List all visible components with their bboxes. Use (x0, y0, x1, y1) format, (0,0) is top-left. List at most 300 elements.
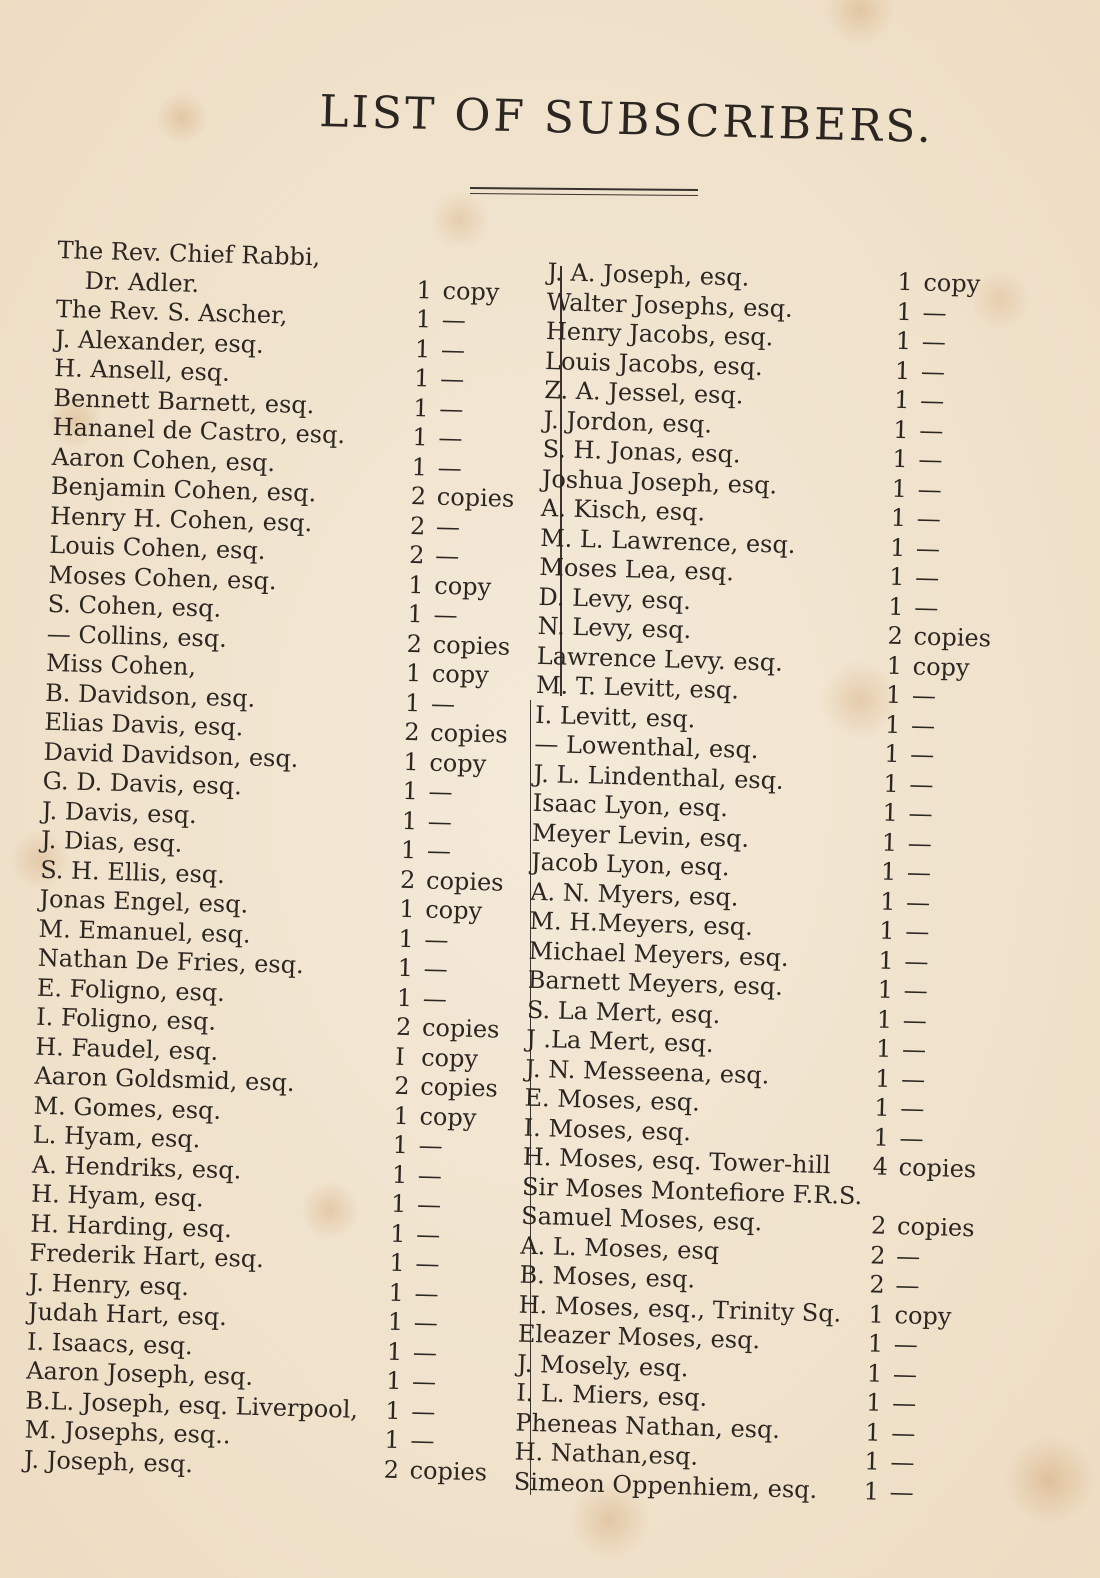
copies-number: 1 (412, 422, 429, 452)
copies-count (872, 1182, 899, 1212)
subscriber-name: A. Hendriks, esq. (31, 1150, 242, 1184)
copies-unit: — (413, 1308, 439, 1338)
subscriber-name: Z. A. Jessel, esq. (543, 375, 744, 410)
copies-number: 1 (386, 1337, 403, 1366)
copies-unit: — (426, 836, 452, 866)
subscriber-name: H. Hyam, esq. (30, 1179, 205, 1213)
copies-unit: copy (442, 276, 500, 306)
copies-number: 1 (384, 1396, 402, 1425)
copies-unit: — (423, 954, 449, 984)
copies-count (872, 1152, 976, 1184)
copies-number: 1 (398, 894, 416, 924)
copies-count (888, 592, 939, 623)
copies-count (411, 452, 462, 483)
subscriber-name: Isaac Lyon, esq. (532, 788, 729, 823)
copies-number: 1 (867, 1329, 884, 1358)
copies-number: 1 (891, 474, 908, 503)
copies-count (392, 1160, 443, 1191)
subscriber-name: Barnett Meyers, esq. (527, 965, 784, 1001)
subscriber-name: M. Josephs, esq.. (24, 1415, 231, 1450)
copies-number: 1 (404, 688, 421, 717)
subscriber-name: Louis Cohen, esq. (48, 530, 266, 565)
copies-number: 1 (865, 1388, 882, 1417)
copies-count (408, 570, 492, 602)
copies-unit: — (890, 1448, 915, 1477)
copies-number: 2 (410, 481, 427, 511)
copies-count (881, 828, 932, 859)
subscriber-name: I. Moses, esq. (523, 1113, 692, 1146)
copies-number: 2 (869, 1240, 886, 1270)
copies-unit: copies (913, 622, 992, 653)
copies-count (402, 777, 453, 808)
subscriber-name: Frederik Hart, esq. (29, 1238, 265, 1274)
copies-unit: — (891, 1389, 917, 1418)
copies-number: 2 (403, 717, 420, 747)
subscriber-name: H. Ansell, esq. (53, 353, 231, 387)
subscriber-name: Michael Meyers, esq. (528, 936, 790, 972)
copies-number: 2 (394, 1071, 411, 1101)
copies-unit: — (437, 453, 463, 482)
copies-unit: — (438, 394, 464, 423)
subscriber-name: Miss Cohen, (45, 648, 197, 682)
copies-unit: — (907, 828, 933, 858)
copies-number: 2 (887, 621, 904, 651)
copies-number: 1 (385, 1366, 402, 1396)
copies-count (878, 946, 929, 977)
copies-number: 2 (383, 1455, 400, 1484)
copies-unit: — (435, 512, 461, 541)
subscriber-name: B. Davidson, esq. (44, 678, 256, 713)
copies-number: 1 (874, 1063, 891, 1093)
copies-count (397, 954, 448, 985)
copies-unit: copies (409, 1455, 488, 1486)
subscriber-name: S. Cohen, esq. (47, 589, 222, 623)
subscriber-name: Pheneas Nathan, esq. (515, 1408, 781, 1444)
copies-unit: — (909, 769, 934, 799)
copies-unit: copies (436, 482, 515, 513)
copies-number: 1 (405, 658, 422, 688)
copies-count (895, 327, 946, 358)
copies-number: 1 (393, 1101, 410, 1130)
copies-number: 1 (888, 592, 905, 621)
copies-number: 1 (883, 769, 900, 798)
copies-unit: — (903, 976, 929, 1005)
copies-number: 2 (408, 540, 425, 570)
copies-number: 1 (882, 798, 899, 827)
copies-count (891, 474, 942, 505)
copies-count (415, 305, 466, 336)
subscriber-name: Joshua Joseph, esq. (541, 464, 778, 499)
copies-count (870, 1241, 921, 1272)
copies-number (417, 268, 435, 269)
copies-unit: — (422, 983, 448, 1013)
copies-number: 1 (880, 857, 897, 886)
copies-count (882, 799, 933, 830)
copies-number: 1 (392, 1130, 409, 1160)
copies-count (879, 917, 930, 948)
copies-count (389, 1249, 440, 1280)
copies-number: 1 (389, 1248, 406, 1278)
copies-unit: — (410, 1396, 436, 1426)
copies-number: 1 (864, 1417, 882, 1447)
copies-number: 1 (896, 297, 913, 326)
copies-count (890, 504, 941, 535)
copies-unit: copies (421, 1013, 500, 1044)
copies-unit: — (414, 1278, 440, 1308)
copies-count (417, 246, 444, 276)
subscriber-name: J. Jordon, esq. (543, 405, 713, 439)
copies-number: 1 (874, 1093, 891, 1122)
copies-number: 1 (873, 1122, 890, 1152)
copies-unit: — (920, 356, 946, 386)
subscriber-name: Henry Jacobs, esq. (545, 316, 774, 352)
copies-count (867, 1329, 918, 1360)
subscriber-name: M. L. Lawrence, esq. (539, 523, 796, 559)
copies-number: 1 (414, 334, 431, 363)
subscriber-name: Simeon Oppenhiem, esq. (513, 1467, 818, 1504)
copies-count (886, 651, 970, 683)
copies-number: 1 (886, 651, 903, 680)
copies-count (895, 356, 946, 387)
copies-unit: — (895, 1241, 921, 1271)
copies-number: 4 (872, 1152, 889, 1181)
copies-count (410, 482, 514, 514)
subscriber-name: I. L. Miers, esq. (515, 1378, 708, 1412)
copies-count (387, 1337, 438, 1368)
subscriber-name: Hananel de Castro, esq. (52, 412, 346, 450)
copies-unit: — (900, 1064, 926, 1094)
copies-unit: — (440, 335, 466, 364)
subscriber-name: M. Gomes, esq. (33, 1091, 222, 1125)
copies-number: 1 (892, 415, 910, 444)
copies-number: 1 (868, 1299, 885, 1329)
copies-unit: — (441, 305, 467, 335)
subscriber-name: The Rev. Chief Rabbi, (57, 236, 321, 272)
subscriber-name: The Rev. S. Ascher, (55, 294, 288, 330)
subscriber-name: Jonas Engel, esq. (39, 884, 249, 919)
subscriber-name: M. Emanuel, esq. (38, 914, 251, 949)
copies-count (393, 1101, 477, 1133)
copies-count (889, 563, 940, 594)
copies-number: 1 (876, 1004, 893, 1034)
copies-number: 2 (409, 511, 426, 540)
title-rule-lower (470, 193, 698, 196)
copies-count (890, 533, 941, 564)
copies-unit: copy (420, 1042, 479, 1073)
copies-unit: — (914, 563, 940, 593)
copies-unit: copy (419, 1101, 477, 1132)
copies-number: 1 (889, 533, 906, 562)
copies-count (892, 445, 943, 476)
copies-unit: copy (923, 268, 981, 299)
copies-unit: — (439, 364, 465, 394)
copies-count (386, 1367, 437, 1398)
copies-count (896, 297, 947, 328)
copies-unit: — (415, 1219, 441, 1249)
subscriber-name: Aaron Joseph, esq. (25, 1356, 254, 1391)
copies-number: 1 (864, 1447, 881, 1476)
subscriber-name: J. N. Messeena, esq. (524, 1054, 770, 1089)
subscriber-name: J. L. Lindenthal, esq. (533, 759, 785, 795)
subscriber-name: Elias Davis, esq. (44, 707, 244, 742)
copies-unit: — (904, 917, 930, 946)
copies-count (383, 1455, 487, 1487)
copies-number: 1 (883, 739, 900, 769)
copies-unit: — (411, 1367, 437, 1396)
copies-number: 1 (390, 1189, 407, 1219)
copies-number: 2 (406, 629, 423, 658)
subscriber-name: Judah Hart, esq. (27, 1297, 228, 1332)
copies-number: 1 (387, 1307, 404, 1337)
subscriber-name: Meyer Levin, esq. (531, 818, 750, 853)
copies-count (865, 1418, 916, 1449)
copies-unit: — (909, 740, 935, 769)
copies-unit: — (902, 1005, 928, 1035)
subscriber-name: E. Foligno, esq. (36, 973, 226, 1007)
subscriber-name: M. H.Meyers, esq. (529, 906, 754, 941)
subscriber-name: Sir Moses Montefiore F.R.S. (521, 1172, 863, 1210)
copies-count (394, 1072, 498, 1104)
subscriber-name: Henry H. Cohen, esq. (49, 501, 313, 537)
copies-number: I (394, 1042, 406, 1071)
copies-count (880, 887, 931, 918)
copies-count (867, 1359, 918, 1390)
copies-unit: — (905, 887, 931, 917)
copies-unit: — (900, 1094, 925, 1123)
copies-unit: copy (424, 895, 483, 926)
subscriber-name: I. Levitt, esq. (534, 700, 696, 733)
copies-unit: — (918, 415, 944, 445)
copies-number: 1 (888, 562, 905, 592)
copies-count (398, 924, 449, 955)
subscriber-name: Benjamin Cohen, esq. (50, 471, 317, 508)
copies-number: 1 (890, 503, 907, 533)
copies-unit: — (910, 710, 936, 740)
copies-unit: — (417, 1160, 443, 1190)
copies-count (404, 718, 508, 750)
copies-number: 1 (400, 835, 417, 865)
subscriber-name: Eleazer Moses, esq. (517, 1319, 761, 1355)
copies-count (414, 364, 465, 395)
copies-count (396, 1013, 500, 1045)
subscriber-name: Louis Jacobs, esq. (544, 346, 764, 381)
subscriber-name: Aaron Goldsmid, esq. (34, 1061, 296, 1097)
subscriber-name: J. Henry, esq. (28, 1268, 190, 1301)
copies-count (876, 1005, 927, 1036)
copies-number: 1 (863, 1476, 880, 1506)
copies-unit: copies (420, 1072, 499, 1103)
copies-unit: copies (432, 630, 511, 661)
subscriber-name: I. Foligno, esq. (35, 1002, 217, 1036)
copies-number: 1 (398, 924, 415, 953)
subscriber-name: J. Alexander, esq. (54, 324, 265, 359)
copies-count (409, 541, 460, 572)
copies-unit: copy (912, 651, 970, 682)
copies-unit: — (893, 1330, 919, 1359)
subscriber-column-left (23, 236, 547, 1488)
copies-count (385, 1396, 436, 1427)
copies-number: 1 (388, 1278, 405, 1307)
copies-number: 1 (878, 946, 895, 975)
copies-unit: — (916, 504, 942, 534)
subscriber-name: Samuel Moses, esq. (520, 1201, 763, 1237)
copies-number: 1 (877, 975, 894, 1004)
copies-unit: — (919, 386, 945, 416)
copies-count (883, 769, 934, 800)
copies-count (869, 1270, 920, 1301)
copies-unit: copy (431, 659, 490, 690)
copies-count (887, 622, 991, 654)
copies-unit: — (427, 807, 453, 836)
copies-unit: — (428, 777, 454, 807)
copies-count (387, 1308, 438, 1339)
subscriber-name: Dr. Adler. (84, 266, 200, 298)
copies-count (391, 1190, 442, 1221)
copies-count (399, 895, 483, 927)
copies-number: 1 (866, 1358, 883, 1388)
copies-unit: — (922, 297, 948, 327)
copies-unit: — (917, 474, 943, 504)
copies-count (406, 629, 510, 661)
copies-unit: — (892, 1359, 918, 1389)
copies-unit: — (914, 592, 939, 622)
subscriber-name: — Lowenthal, esq. (534, 729, 759, 765)
page-title: LIST OF SUBSCRIBERS. (318, 86, 935, 154)
copies-number: 1 (403, 747, 420, 776)
copies-number: 2 (395, 1012, 412, 1042)
copies-number: 2 (869, 1270, 886, 1299)
subscriber-name: Nathan De Fries, esq. (37, 943, 305, 980)
subscriber-name: G. D. Davis, esq. (42, 766, 243, 801)
copies-number: 1 (884, 710, 901, 739)
copies-number (872, 1204, 890, 1205)
subscriber-name: B.L. Joseph, esq. Liverpool, (25, 1386, 359, 1424)
copies-count (401, 806, 452, 837)
copies-count (406, 659, 490, 691)
copies-unit: — (915, 533, 941, 563)
copies-number: 1 (412, 393, 430, 422)
copies-count (897, 268, 981, 300)
copies-unit: — (433, 600, 458, 630)
subscriber-name: S. H. Ellis, esq. (39, 855, 226, 889)
copies-number: 1 (875, 1034, 892, 1063)
copies-number: 2 (870, 1211, 887, 1240)
copies-count (410, 511, 461, 542)
copies-unit: copies (896, 1212, 975, 1243)
copies-count (400, 865, 504, 897)
subscriber-name: Aaron Cohen, esq. (51, 442, 276, 477)
subscriber-name: H. Faudel, esq. (34, 1032, 219, 1066)
copies-count (412, 423, 463, 454)
subscriber-name: J. Davis, esq. (41, 796, 198, 829)
subscriber-name: — Collins, esq. (46, 619, 228, 653)
copies-unit: — (906, 858, 932, 887)
copies-count (874, 1093, 925, 1124)
copies-unit: copies (898, 1153, 977, 1184)
copies-count (876, 1034, 927, 1065)
copies-unit: copies (425, 866, 504, 897)
copies-count (893, 415, 944, 446)
copies-count (864, 1447, 915, 1478)
copies-number: 1 (894, 356, 911, 385)
copies-number: 1 (892, 444, 909, 474)
subscriber-name: Jacob Lyon, esq. (530, 847, 731, 882)
subscriber-name: J. A. Joseph, esq. (547, 258, 750, 292)
subscriber-name: A. L. Moses, esq (520, 1231, 720, 1265)
subscriber-name: N. Levy, esq. (537, 611, 692, 645)
copies-unit: copy (429, 748, 487, 778)
copies-number: 1 (397, 953, 414, 983)
subscriber-name: J. Dias, esq. (40, 825, 183, 858)
copies-unit: — (415, 1249, 440, 1279)
subscriber-name: J .La Mert, esq. (525, 1024, 714, 1058)
subscriber-name: B. Moses, esq. (519, 1260, 696, 1294)
copies-count (877, 975, 928, 1006)
copies-count (388, 1278, 439, 1309)
copies-unit: — (918, 445, 943, 475)
subscriber-name: H. Nathan,esq. (514, 1437, 699, 1471)
copies-unit: — (890, 1418, 916, 1448)
copies-number: 2 (399, 865, 416, 894)
subscriber-name: E. Moses, esq. (524, 1083, 701, 1117)
copies-count (415, 335, 466, 366)
copies-number: 1 (389, 1219, 406, 1248)
subscriber-name: L. Hyam, esq. (32, 1120, 201, 1154)
copies-unit: — (418, 1131, 444, 1161)
subscriber-name: J. Joseph, esq. (23, 1445, 194, 1478)
copies-count (405, 688, 456, 719)
copies-unit: — (921, 327, 947, 357)
copies-unit: — (416, 1190, 442, 1220)
copies-number: 1 (411, 452, 428, 481)
copies-unit: copy (894, 1300, 952, 1331)
copies-count (392, 1131, 443, 1162)
copies-number: 1 (416, 275, 433, 304)
copies-number: 1 (413, 364, 430, 393)
copies-number: 1 (881, 828, 898, 857)
copies-count (884, 740, 935, 771)
subscriber-name: A. N. Myers, esq. (529, 877, 739, 912)
subscriber-name: J. Mosely, esq. (516, 1349, 689, 1382)
copies-count (885, 710, 936, 741)
subscriber-column-right (513, 258, 1037, 1510)
copies-unit: — (438, 423, 463, 453)
copies-number: 1 (396, 983, 413, 1012)
subscriber-name: H. Moses, esq., Trinity Sq. (518, 1290, 842, 1328)
copies-number: 1 (885, 680, 902, 710)
copies-unit: — (911, 681, 937, 710)
copies-count (403, 747, 487, 779)
copies-number: 1 (391, 1160, 408, 1189)
copies-unit: — (901, 1035, 927, 1064)
copies-count (396, 983, 447, 1014)
subscriber-name: M. T. Levitt, esq. (535, 670, 740, 705)
copies-unit: — (889, 1477, 915, 1507)
copies-unit: — (424, 925, 449, 954)
subscriber-name: H. Harding, esq. (30, 1209, 233, 1243)
copies-count (881, 858, 932, 889)
subscriber-name: Lawrence Levy. esq. (536, 641, 784, 677)
copies-number: 1 (878, 916, 896, 945)
copies-number: 1 (402, 776, 419, 806)
copies-count (875, 1064, 926, 1095)
subscriber-name: A. Kisch, esq. (540, 493, 706, 527)
subscriber-name: Moses Cohen, esq. (48, 560, 278, 595)
copies-count (401, 836, 452, 867)
copies-unit: — (410, 1426, 435, 1455)
subscriber-name: S. H. Jonas, esq. (542, 434, 741, 469)
copies-count (390, 1219, 441, 1250)
